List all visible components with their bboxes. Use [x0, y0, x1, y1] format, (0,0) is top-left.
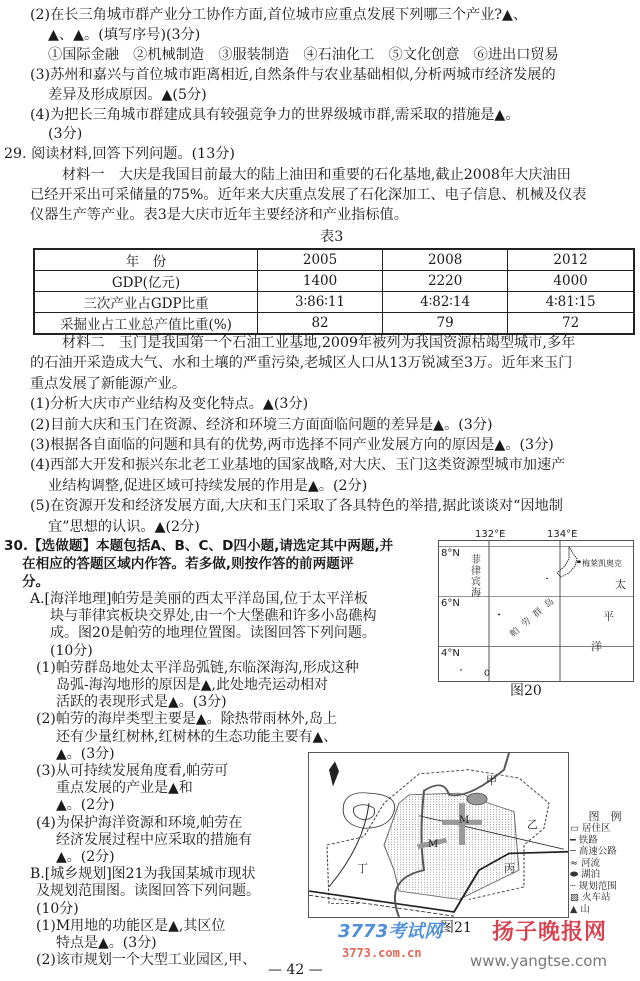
area-label-ding: 丁	[357, 862, 368, 875]
legend-symbol-icon: ┄	[570, 880, 579, 892]
capital-label: 梅莱凯奥克	[582, 559, 622, 568]
q30-line: 活跃的表现形式是▲。(3分)	[56, 694, 227, 711]
legend-label: 规划范围	[578, 880, 617, 892]
q28-line: (3)苏州和嘉兴与首位城市距离相近,自然条件与农业基础相似,分析两城市经济发展的	[30, 67, 556, 83]
legend-label: 高速公路	[578, 846, 617, 857]
q30-line: (4)为保护海洋资源和环境,帕劳在	[36, 814, 243, 831]
legend-item	[570, 823, 640, 835]
q30-line: 特点是▲。(3分)	[56, 935, 157, 951]
table-header-cell: 年 份	[34, 249, 258, 271]
table-header-cell: 2005	[258, 249, 383, 271]
table-cell: 2220	[383, 271, 508, 292]
q29-title: 29. 阅读材料,回答下列问题。(13分)	[4, 146, 235, 162]
area-label-jia: 甲	[486, 774, 497, 787]
q30-instructions: 分。	[22, 574, 50, 590]
q29-line: 重点发展了新能源产业。	[30, 375, 187, 392]
data-table	[33, 248, 635, 335]
q30-line: ▲。(2分)	[56, 797, 115, 814]
q29-material-1: 仪器生产等产业。表3是大庆市近年主要经济和产业指标值。	[30, 207, 408, 223]
ocean-label: 太	[615, 578, 626, 591]
q30-line: (10分)	[50, 642, 93, 659]
table-row	[34, 292, 634, 313]
table-row	[34, 313, 634, 335]
table-cell: 4∶81∶15	[508, 292, 634, 313]
q30-line: (1)帕劳群岛地处太平洋岛弧链,东临深海沟,形成这种	[36, 659, 359, 676]
table-cell: 4000	[508, 271, 634, 292]
q29-line: (2)目前大庆和玉门在资源、经济和环境三方面面临问题的差异是▲。(3分)	[30, 416, 493, 433]
q28-line: 差异及形成原因。▲(5分)	[48, 87, 207, 103]
q28-line: (3分)	[48, 126, 83, 142]
table-header-cell: 2012	[508, 249, 634, 271]
q30-line: 及规划范围图。读图回答下列问题。	[36, 883, 260, 900]
q30-line: B.[城乡规划]图21为我国某城市现状	[30, 866, 256, 883]
legend-title: 图 例	[588, 810, 622, 823]
q30-line: 重点发展的产业是▲和	[56, 780, 193, 797]
table-cell: 72	[508, 313, 634, 335]
table-cell: 三次产业占GDP比重	[34, 292, 258, 313]
q29-line: (1)分析大庆市产业结构及变化特点。▲(3分)	[30, 396, 309, 413]
ocean-label: 洋	[591, 640, 602, 653]
q29-line: (4)西部大开发和振兴东北老工业基地的国家战略,对大庆、玉门这类资源型城市加速产	[30, 457, 566, 474]
city-plan-drawing	[309, 753, 568, 917]
q30-line: (3)从可持续发展角度看,帕劳可	[36, 763, 229, 779]
q28-line: ▲、▲。(填写序号)(3分)	[48, 27, 201, 43]
q29-material-1: 材料一 大庆是我国目前最大的陆上油田和重要的石化基地,截止2008年大庆油田	[62, 167, 571, 183]
legend-symbol-icon: ▲	[570, 903, 581, 915]
legend-symbol-icon: ─	[570, 846, 579, 857]
q29-material-1: 已经开采出可采储量的75%。近年来大庆重点发展了石化深加工、电子信息、机械及仪表	[30, 187, 587, 203]
q29-line: 材料二 玉门是我国第一个石油工业基地,2009年被列为我国资源枯竭型城市,多年	[62, 335, 576, 351]
q29-line: 的石油开采造成大气、水和土壤的严重污染,老城区人口从13万锐减至3万。近年来玉门	[30, 355, 573, 372]
legend-label: 山	[580, 903, 590, 915]
q30-line: (10分)	[36, 900, 79, 917]
legend-symbol-icon: ≈	[570, 857, 581, 869]
latitude-label: 8°N	[441, 548, 460, 559]
q28-line: (4)为把长三角城市群建成具有较强竞争力的世界级城市群,需采取的措施是▲。	[30, 107, 520, 123]
legend-item	[570, 892, 640, 904]
table-cell: 4∶82∶14	[383, 292, 508, 313]
area-label-yi: 乙	[527, 818, 538, 831]
q30-line: 经济发展过程中应采取的措施有	[56, 831, 252, 848]
q29-line: 业结构调整,促进区域可持续发展的作用是▲。(2分)	[48, 477, 368, 494]
legend-label: 火车站	[582, 892, 611, 903]
legend-label: 铁路	[578, 834, 598, 846]
ocean-label: 平	[603, 610, 614, 623]
q30-line: 块与菲律宾板块交界处,由一个大堡礁和许多小岛礁构	[50, 608, 377, 625]
q30-instructions: 在相应的答题区域内作答。若多做,则按作答的前两题评	[22, 556, 354, 572]
table-cell: 79	[383, 313, 508, 335]
legend-symbol-icon: ⬬	[570, 869, 582, 880]
page-number: — 42 —	[268, 962, 323, 978]
q30-line: (1)M用地的功能区是▲,其区位	[36, 917, 226, 934]
longitude-label: 134°E	[547, 529, 578, 540]
q29-line: 宜”思想的认识。▲(2分)	[48, 518, 200, 535]
q30-instructions: 30.【选做题】本题包括A、B、C、D四小题,请选定其中两题,并	[4, 538, 394, 554]
q30-line: 岛弧-海沟地形的原因是▲,此处地壳运动相对	[56, 677, 328, 693]
table-header-row	[34, 249, 634, 271]
table-cell: 3∶86∶11	[258, 292, 383, 313]
islands-label: 帕劳群岛	[508, 592, 561, 640]
watermark-yangtse-logo: 扬子晚报网	[492, 919, 608, 945]
watermark-yangtse-url: www.yangtse.com	[470, 952, 608, 970]
legend-symbol-icon: ━	[570, 834, 579, 846]
q28-options: ①国际金融 ②机械制造 ③服装制造 ④石油化工 ⑤文化创意 ⑥进出口贸易	[48, 47, 559, 63]
legend-item	[570, 835, 640, 847]
q28-line: (2)在长三角城市群产业分工协作方面,首位城市应重点发展下列哪三个产业?▲、	[30, 7, 528, 23]
legend-item	[570, 869, 640, 881]
table-cell: 1400	[258, 271, 383, 292]
table-cell: GDP(亿元)	[34, 271, 258, 292]
q29-line: (5)在资源开发和经济发展方面,大庆和玉门采取了各具特色的举措,据此谈谈对“因地制	[30, 498, 563, 515]
sea-label: 菲律宾海	[471, 555, 481, 599]
m-label: M	[428, 839, 439, 850]
area-label-bing: 丙	[504, 862, 515, 875]
table-cell: 82	[258, 313, 383, 335]
q29-line: (3)根据各自面临的问题和具有的优势,两市选择不同产业发展方向的原因是▲。(3分)	[30, 437, 554, 453]
figure-21-caption: 图21	[440, 920, 472, 936]
figure-20-caption: 图20	[510, 683, 542, 699]
legend-item	[570, 904, 640, 916]
table-row	[34, 271, 634, 292]
legend-label: 河流	[580, 857, 600, 869]
table-caption: 表3	[320, 229, 344, 245]
q30-line: (2)帕劳的海岸类型主要是▲。除热带雨林外,岛上	[36, 711, 338, 728]
q30-line: A.[海洋地理]帕劳是美丽的西太平洋岛国,位于太平洋板	[30, 591, 368, 607]
watermark-3773-logo: 3773考试网	[338, 921, 443, 942]
figure-21-map	[308, 752, 569, 918]
figure-20-map	[438, 529, 634, 682]
q30-line: 成。图20是帕劳的地理位置图。读图回答下列问题。	[50, 625, 376, 642]
legend-symbol-icon: ▨	[570, 892, 582, 903]
q30-line: ▲。(2分)	[56, 849, 115, 865]
legend-item	[570, 881, 640, 893]
q30-line: (2)该市规划一个大型工业园区,甲、	[36, 952, 257, 969]
latitude-label: 4°N	[441, 648, 460, 659]
longitude-label: 132°E	[475, 529, 506, 540]
watermark-3773-url: 3773.com.cn	[342, 946, 422, 960]
legend-item	[570, 858, 640, 870]
map-legend	[570, 810, 640, 915]
legend-label: 湖泊	[581, 869, 601, 880]
legend-symbol-icon: ▭	[570, 823, 582, 834]
table-header-cell: 2008	[383, 249, 508, 271]
legend-label: 居住区	[582, 823, 611, 834]
q30-line: 还有少量红树林,红树林的生态功能主要有▲、	[56, 728, 338, 745]
legend-item	[570, 846, 640, 858]
latitude-label: 6°N	[441, 598, 460, 609]
m-label: M	[459, 815, 470, 826]
q30-line: ▲。(3分)	[56, 745, 115, 762]
north-arrow-icon	[329, 761, 339, 786]
table-cell: 采掘业占工业总产值比重(%)	[34, 313, 258, 335]
